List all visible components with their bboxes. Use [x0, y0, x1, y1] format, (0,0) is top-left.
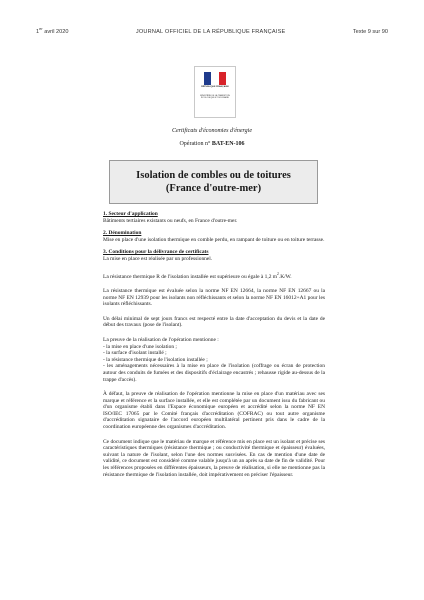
header-journal-title: JOURNAL OFFICIEL DE LA RÉPUBLIQUE FRANÇAISE — [135, 28, 286, 35]
document-subtitle: Certificats d'économies d'énergie — [172, 128, 252, 134]
section-2-heading: 2. Dénomination — [103, 230, 142, 237]
logo-republic-text: RÉPUBLIQUE FRANÇAISE — [201, 86, 229, 88]
ministry-logo — [194, 66, 236, 118]
header-date: 1er avril 2020 — [36, 26, 69, 35]
journal-header — [36, 26, 388, 35]
section-1-heading: 1. Secteur d'application — [103, 211, 158, 217]
section-2-text: Mise en place d'une isolation thermique en comble perdu, en rampant de toiture ou en toiture terrasse. — [103, 236, 325, 243]
list-item: - la résistance thermique de l'isolation installée ; — [103, 356, 208, 363]
paragraph-norms: La résistance thermique est évaluée selon la norme NF EN 12664, la norme NF EN 12667 ou la norme NF EN 12939 pour les isolants non réfléchissants et selon la norme NF EN 16012+A1 pour les isolants réfléchissants. — [103, 287, 325, 308]
paragraph-default-proof: À défaut, la preuve de réalisation de l'opération mentionne la mise en place d'un matériau avec ses marque et référence et la surface installée, et elle est complétée par un document issu du fabricant ou d'un organisme établi dans l'Espace économique européen et accrédité selon la norme NF EN ISO/IEC 17065 par le Comité français d'accréditation (COFRAC) ou tout autre organisme d'accréditation signataire de l'accord européen multilatéral pertinent pris dans le cadre de la coordination européenne des organismes d'accréditation. — [103, 391, 325, 431]
logo-ministry-text: MINISTÈRE DE LA TRANSITION ÉCOLOGIQUE ET SOLIDAIRE — [200, 95, 230, 100]
section-3-heading: 3. Conditions pour la délivrance de certificats — [103, 249, 209, 256]
marianne-flag-icon — [204, 72, 226, 85]
title-line-1: Isolation de combles ou de toitures — [136, 170, 291, 181]
paragraph-document: Ce document indique que le matériau de marque et référence mis en place est un isolant et précise ses caractéristiques thermiques (résistance thermique ; ou conductivité thermique et épaisseur) évaluées, suivant la nature de l'isolant, selon l'une des normes susvisées. En cas de mention d'une date de validité, ce document est considéré comme valable jusqu'à un an après sa date de fin de validité. Pour les références proposées en différentes épaisseurs, la preuve de réalisation, si elle ne mentionne pas la résistance thermique de l'isolation installée, doit impérativement en préciser l'épaisseur. — [103, 438, 325, 478]
document-body — [103, 211, 325, 478]
list-item: - la surface d'isolant installé ; — [103, 350, 167, 357]
section-1-text: Bâtiments tertiaires existants ou neufs, en France d'outre-mer. — [103, 217, 238, 224]
section-3-text: La mise en place est réalisée par un professionnel. — [103, 255, 213, 262]
list-item: - les aménagements nécessaires à la mise en place de l'isolation (coffrage ou écran de protection autour des conduits de fumées et des dispositifs d'éclairage encastrés ; rehausse rigide au-dessus de la trappe d'accès). — [103, 363, 325, 383]
list-item: - la mise en place d'une isolation ; — [103, 343, 177, 350]
header-page-number: Texte 9 sur 90 — [352, 28, 388, 35]
paragraph-resistance: La résistance thermique R de l'isolation installée est supérieure ou égale à 1,2 $m^2.K/W$. — [103, 271, 292, 280]
operation-code: BAT-EN-106 — [211, 141, 245, 147]
title-line-2: (France d'outre-mer) — [165, 183, 262, 194]
paragraph-delay: Un délai minimal de sept jours francs est respecté entre la date d'acceptation du devis et la date de début des travaux (pose de l'isolant). — [103, 315, 325, 329]
operation-number: Opération n° BAT-EN-106 — [179, 141, 245, 147]
paragraph-proof-intro: La preuve de la réalisation de l'opération mentionne : — [103, 336, 219, 343]
operation-title-box — [109, 160, 318, 204]
